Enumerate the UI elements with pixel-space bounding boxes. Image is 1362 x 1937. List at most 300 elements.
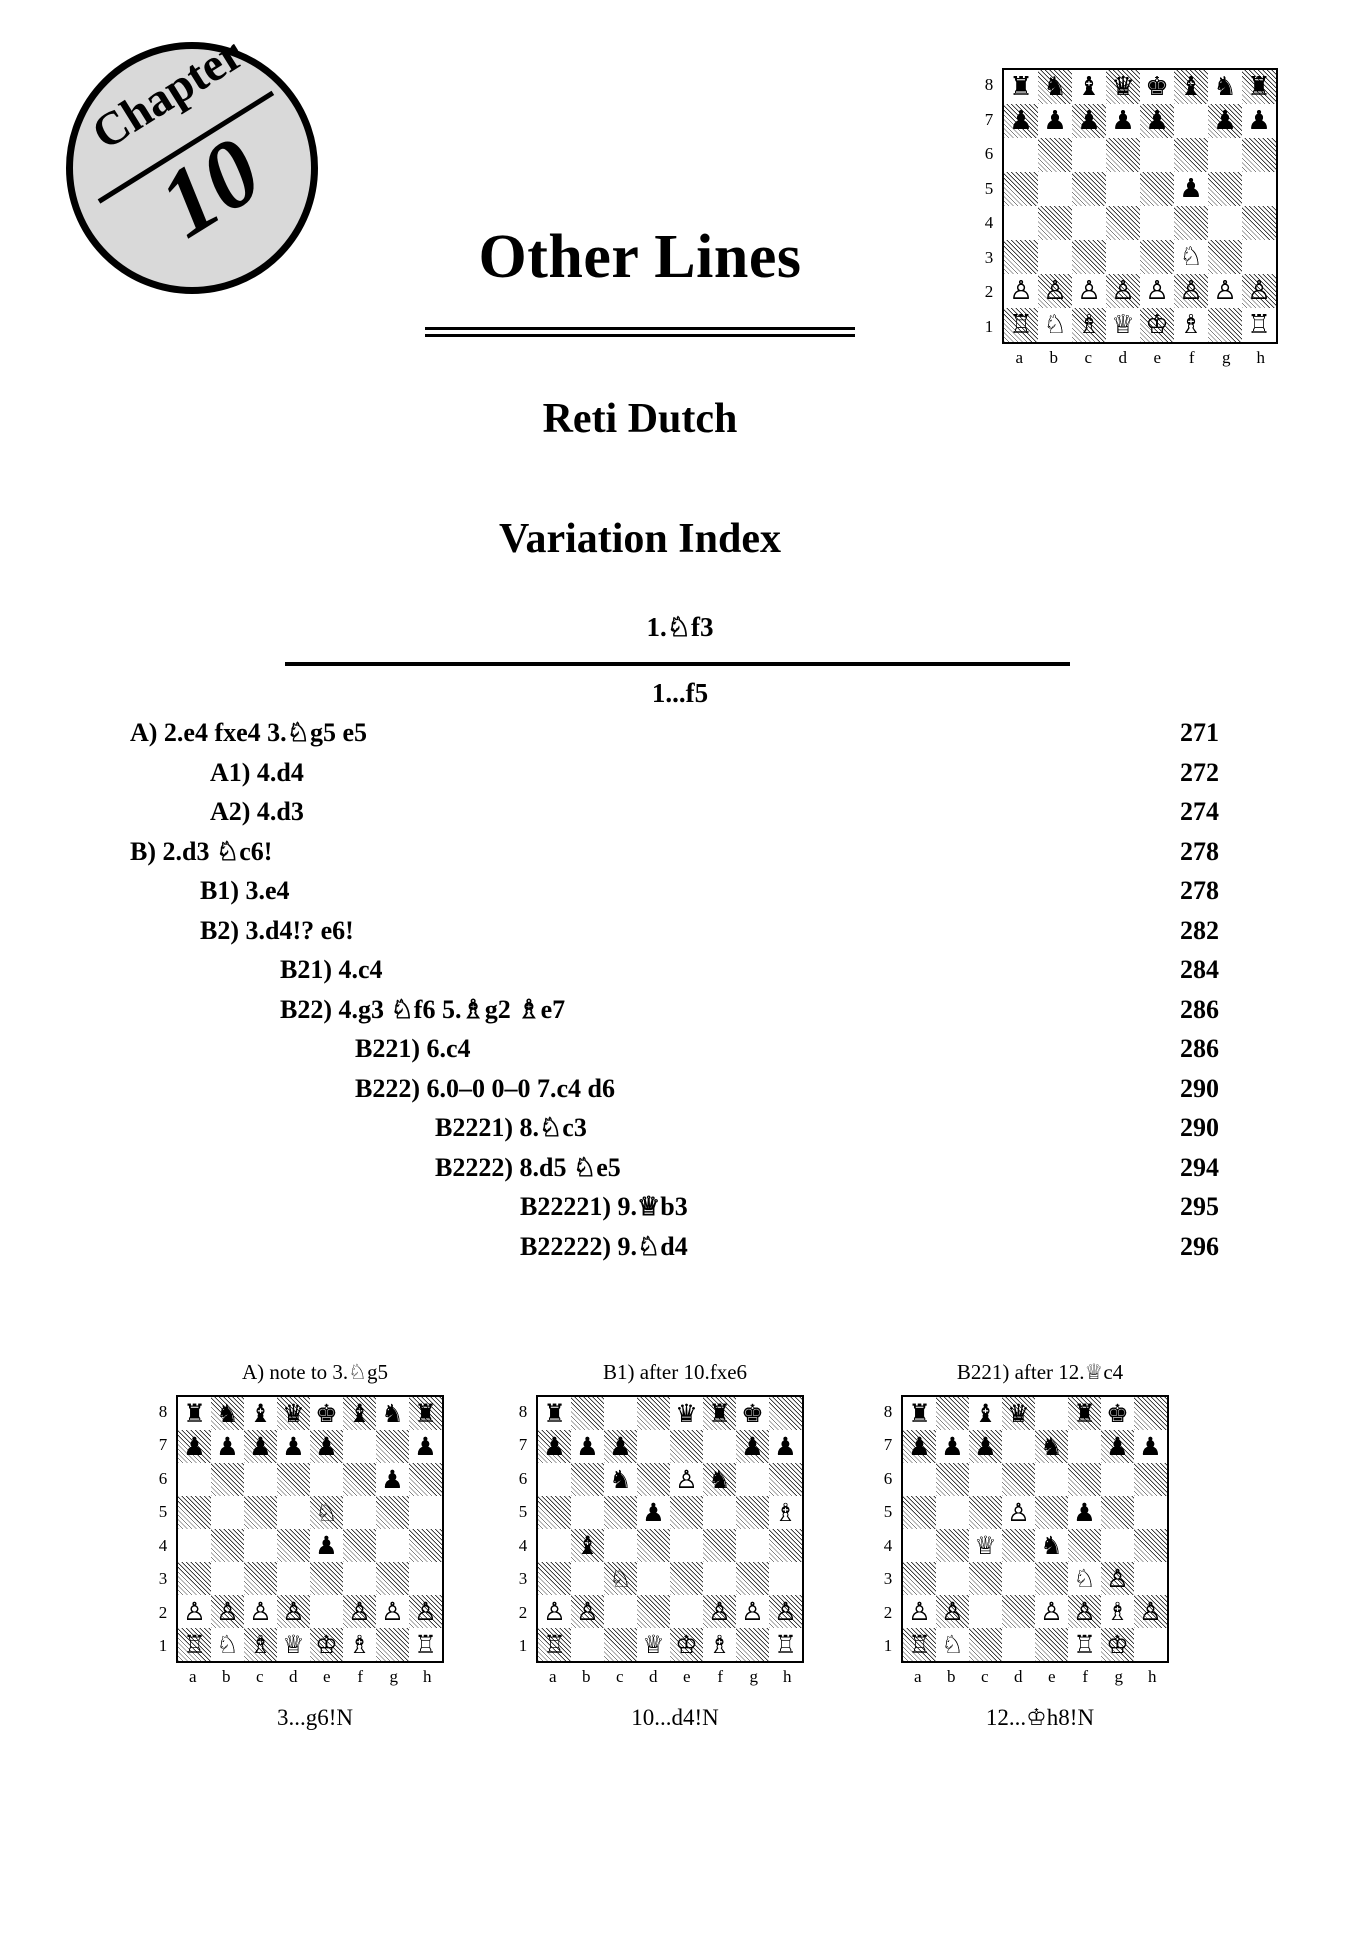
- rank-labels: [154, 1395, 172, 1663]
- board-square: [538, 1397, 571, 1430]
- board-square: [1242, 308, 1276, 342]
- chess-piece: ♟: [941, 1432, 964, 1461]
- index-row: [130, 837, 1235, 877]
- board-square: [936, 1430, 969, 1463]
- chess-piece: ♙: [1077, 276, 1101, 306]
- chess-piece: ♛: [1007, 1399, 1030, 1428]
- board-square: [571, 1595, 604, 1628]
- board-square: [1035, 1463, 1068, 1496]
- chess-piece: ♟: [974, 1432, 997, 1461]
- board-square: [1002, 1529, 1035, 1562]
- board-square: [178, 1595, 211, 1628]
- board-square: [604, 1463, 637, 1496]
- board-square: [538, 1628, 571, 1661]
- index-row-label: B222) 6.0–0 0–0 7.c4 d6: [355, 1073, 615, 1103]
- board-square: [1072, 240, 1106, 274]
- board-square: [736, 1397, 769, 1430]
- board-square: [670, 1430, 703, 1463]
- board-square: [670, 1463, 703, 1496]
- index-row: [130, 1232, 1235, 1272]
- rank-label: 8: [984, 75, 994, 95]
- chess-piece: ♟: [381, 1465, 404, 1494]
- diagram-caption-bottom: 10...d4!N: [631, 1705, 719, 1730]
- board-square: [1035, 1595, 1068, 1628]
- chess-piece: ♝: [348, 1399, 371, 1428]
- chess-piece: ♙: [1009, 276, 1033, 306]
- index-row-page: 296: [1180, 1231, 1219, 1261]
- board-square: [670, 1529, 703, 1562]
- variation-index-list: [130, 718, 1235, 1271]
- index-row: [130, 1153, 1235, 1193]
- file-label: h: [783, 1667, 792, 1686]
- chess-piece: ♙: [216, 1597, 239, 1626]
- file-labels: [536, 1663, 804, 1687]
- board-square: [310, 1562, 343, 1595]
- chess-piece: ♟: [1077, 106, 1101, 136]
- board-square: [1072, 206, 1106, 240]
- chess-piece: ♞: [216, 1399, 239, 1428]
- board-square: [703, 1562, 736, 1595]
- chess-piece: ♙: [708, 1597, 731, 1626]
- file-label: h: [1148, 1667, 1157, 1686]
- board-square: [604, 1397, 637, 1430]
- chess-piece: ♞: [1213, 72, 1237, 102]
- board-square: [178, 1397, 211, 1430]
- index-row: [130, 797, 1235, 837]
- chess-piece: ♞: [609, 1465, 632, 1494]
- chess-piece: ♘: [1043, 310, 1067, 340]
- chess-piece: ♟: [282, 1432, 305, 1461]
- board-square: [343, 1397, 376, 1430]
- board-square: [903, 1529, 936, 1562]
- chess-piece: ♜: [1073, 1399, 1096, 1428]
- rank-label: 7: [518, 1435, 528, 1455]
- board-square: [670, 1595, 703, 1628]
- rank-labels: [980, 68, 998, 344]
- chess-piece: ♙: [183, 1597, 206, 1626]
- board-square: [277, 1628, 310, 1661]
- board-square: [1002, 1397, 1035, 1430]
- file-labels: [901, 1663, 1169, 1687]
- file-label: g: [1114, 1667, 1123, 1686]
- file-label: g: [389, 1667, 398, 1686]
- board-square: [1002, 1463, 1035, 1496]
- chess-piece: ♙: [1106, 1564, 1129, 1593]
- chess-board: [536, 1395, 804, 1663]
- board-square: [1106, 274, 1140, 308]
- diagram-caption-top: B1) after 10.fxe6: [602, 1360, 748, 1384]
- board-square: [1072, 138, 1106, 172]
- board-square: [1134, 1595, 1167, 1628]
- board-square: [637, 1496, 670, 1529]
- board-square: [703, 1430, 736, 1463]
- chess-piece: ♜: [183, 1399, 206, 1428]
- board-square: [409, 1562, 442, 1595]
- board-square: [211, 1595, 244, 1628]
- index-row-label: B22) 4.g3 ♘f6 5.♗g2 ♗e7: [280, 994, 566, 1024]
- chess-piece: ♟: [1145, 106, 1169, 136]
- board-square: [343, 1595, 376, 1628]
- board-square: [244, 1562, 277, 1595]
- index-row-label: A) 2.e4 fxe4 3.♘g5 e5: [130, 718, 368, 747]
- chess-piece: ♟: [1043, 106, 1067, 136]
- chess-piece: ♜: [708, 1399, 731, 1428]
- chess-piece: ♝: [1179, 72, 1203, 102]
- board-square: [571, 1463, 604, 1496]
- file-label: d: [1118, 348, 1127, 367]
- board-square: [310, 1430, 343, 1463]
- file-label: g: [749, 1667, 758, 1686]
- chess-piece: ♙: [1111, 276, 1135, 306]
- board-square: [903, 1463, 936, 1496]
- board-square: [769, 1529, 802, 1562]
- rank-label: 2: [984, 282, 994, 302]
- chess-piece: ♟: [774, 1432, 797, 1461]
- board-square: [571, 1397, 604, 1430]
- board-square: [670, 1628, 703, 1661]
- board-square: [376, 1463, 409, 1496]
- board-square: [936, 1496, 969, 1529]
- chapter-number: 10: [140, 116, 279, 258]
- board-square: [1004, 138, 1038, 172]
- board-square: [571, 1529, 604, 1562]
- board-square: [936, 1529, 969, 1562]
- board-square: [1140, 70, 1174, 104]
- board-square: [538, 1529, 571, 1562]
- chess-piece: ♙: [941, 1597, 964, 1626]
- file-label: e: [682, 1667, 691, 1686]
- file-label: c: [980, 1667, 989, 1686]
- chess-piece: ♔: [1106, 1630, 1129, 1659]
- board-square: [178, 1529, 211, 1562]
- index-row: [130, 1034, 1235, 1074]
- board-square: [969, 1463, 1002, 1496]
- chess-piece: ♙: [1247, 276, 1271, 306]
- chess-piece: ♙: [282, 1597, 305, 1626]
- board-square: [277, 1496, 310, 1529]
- chess-piece: ♟: [642, 1498, 665, 1527]
- chess-piece: ♘: [1179, 242, 1203, 272]
- index-move-white: 1.♘f3: [646, 612, 714, 642]
- chess-piece: ♔: [315, 1630, 338, 1659]
- board-square: [1106, 70, 1140, 104]
- index-row-label: B22221) 9.♕b3: [520, 1192, 688, 1221]
- board-square: [178, 1463, 211, 1496]
- chess-piece: ♗: [1179, 310, 1203, 340]
- rank-label: 6: [984, 144, 994, 164]
- board-square: [736, 1529, 769, 1562]
- board-square: [244, 1496, 277, 1529]
- index-row-label: B22222) 9.♘d4: [520, 1231, 688, 1261]
- board-square: [903, 1496, 936, 1529]
- board-square: [244, 1397, 277, 1430]
- board-square: [277, 1562, 310, 1595]
- board-square: [376, 1562, 409, 1595]
- rank-label: 1: [158, 1636, 168, 1656]
- chess-piece: ♙: [1179, 276, 1203, 306]
- board-square: [1174, 172, 1208, 206]
- board-square: [1208, 172, 1242, 206]
- index-row-label: B) 2.d3 ♘c6!: [130, 836, 273, 866]
- file-label: a: [1015, 348, 1024, 367]
- board-square: [1004, 308, 1038, 342]
- chess-piece: ♟: [216, 1432, 239, 1461]
- board-square: [1134, 1463, 1167, 1496]
- chess-piece: ♟: [543, 1432, 566, 1461]
- board-square: [1174, 240, 1208, 274]
- chess-piece: ♞: [381, 1399, 404, 1428]
- file-labels: [1002, 344, 1278, 368]
- chess-piece: ♙: [1073, 1597, 1096, 1626]
- board-square: [1174, 138, 1208, 172]
- board-square: [769, 1628, 802, 1661]
- chess-board: [1002, 68, 1278, 344]
- rank-label: 4: [158, 1535, 168, 1555]
- file-label: d: [1014, 1667, 1023, 1686]
- board-square: [1101, 1430, 1134, 1463]
- chess-piece: ♚: [1145, 72, 1169, 102]
- board-square: [1101, 1397, 1134, 1430]
- chess-board: [176, 1395, 444, 1663]
- chess-piece: ♙: [1139, 1597, 1162, 1626]
- chess-piece: ♟: [1179, 174, 1203, 204]
- index-row-page: 278: [1180, 876, 1219, 905]
- board-square: [1134, 1628, 1167, 1661]
- chess-piece: ♛: [675, 1399, 698, 1428]
- board-square: [769, 1463, 802, 1496]
- board-square: [244, 1628, 277, 1661]
- index-row: [130, 718, 1235, 758]
- board-square: [1140, 104, 1174, 138]
- board-square: [604, 1628, 637, 1661]
- chess-piece: ♙: [543, 1597, 566, 1626]
- board-square: [969, 1628, 1002, 1661]
- chess-piece: ♙: [1145, 276, 1169, 306]
- board-square: [1106, 308, 1140, 342]
- board-square: [1208, 104, 1242, 138]
- index-row-page: 278: [1180, 836, 1219, 866]
- file-label: d: [649, 1667, 658, 1686]
- file-label: a: [548, 1667, 557, 1686]
- file-label: a: [188, 1667, 197, 1686]
- board-square: [604, 1529, 637, 1562]
- board-square: [310, 1463, 343, 1496]
- chess-piece: ♙: [675, 1465, 698, 1494]
- file-label: b: [582, 1667, 591, 1686]
- chess-piece: ♖: [908, 1630, 931, 1659]
- chess-piece: ♞: [708, 1465, 731, 1494]
- diagram-caption-top: A) note to 3.♘g5: [242, 1360, 388, 1384]
- index-row-label: B1) 3.e4: [200, 876, 290, 905]
- rank-label: 4: [984, 213, 994, 233]
- board-square: [211, 1529, 244, 1562]
- board-square: [1101, 1628, 1134, 1661]
- board-square: [1106, 138, 1140, 172]
- chess-piece: ♝: [576, 1531, 599, 1560]
- diagram-caption-bottom: 12...♔h8!N: [985, 1705, 1095, 1730]
- rank-label: 4: [518, 1535, 528, 1555]
- rank-label: 1: [984, 316, 994, 336]
- chess-piece: ♟: [315, 1432, 338, 1461]
- board-square: [1068, 1529, 1101, 1562]
- chess-piece: ♞: [1043, 72, 1067, 102]
- board-square: [1068, 1463, 1101, 1496]
- board-square: [703, 1595, 736, 1628]
- board-square: [1004, 274, 1038, 308]
- board-square: [637, 1595, 670, 1628]
- page-subtitle: Reti Dutch: [542, 396, 738, 442]
- board-square: [376, 1595, 409, 1628]
- chess-piece: ♝: [1077, 72, 1101, 102]
- board-square: [703, 1529, 736, 1562]
- rank-label: 3: [883, 1569, 893, 1589]
- board-square: [1208, 138, 1242, 172]
- board-square: [1004, 104, 1038, 138]
- board-square: [703, 1397, 736, 1430]
- rank-label: 6: [518, 1468, 528, 1488]
- index-row: [130, 955, 1235, 995]
- board-square: [1038, 172, 1072, 206]
- board-square: [1134, 1430, 1167, 1463]
- chess-piece: ♙: [249, 1597, 272, 1626]
- chess-piece: ♙: [908, 1597, 931, 1626]
- index-row-page: 286: [1180, 994, 1219, 1024]
- board-square: [1174, 308, 1208, 342]
- board-square: [211, 1496, 244, 1529]
- board-square: [1140, 308, 1174, 342]
- board-square: [1004, 206, 1038, 240]
- chess-piece: ♜: [543, 1399, 566, 1428]
- board-square: [1035, 1628, 1068, 1661]
- board-square: [211, 1430, 244, 1463]
- chess-piece: ♚: [315, 1399, 338, 1428]
- index-row-label: B21) 4.c4: [280, 955, 383, 984]
- board-square: [1101, 1529, 1134, 1562]
- board-square: [376, 1496, 409, 1529]
- board-square: [1134, 1397, 1167, 1430]
- variation-index-heading: Variation Index: [498, 516, 781, 562]
- board-square: [538, 1463, 571, 1496]
- chess-piece: ♗: [348, 1630, 371, 1659]
- chess-piece: ♟: [576, 1432, 599, 1461]
- board-square: [1002, 1430, 1035, 1463]
- file-label: b: [222, 1667, 231, 1686]
- board-square: [1072, 274, 1106, 308]
- board-square: [1106, 240, 1140, 274]
- rank-label: 2: [883, 1602, 893, 1622]
- board-square: [1208, 274, 1242, 308]
- board-square: [1101, 1463, 1134, 1496]
- index-row: [130, 876, 1235, 916]
- chess-piece: ♟: [249, 1432, 272, 1461]
- index-row-label: B221) 6.c4: [355, 1034, 471, 1063]
- index-divider: [285, 662, 1070, 666]
- board-square: [637, 1430, 670, 1463]
- chess-piece: ♖: [1073, 1630, 1096, 1659]
- board-square: [211, 1562, 244, 1595]
- board-square: [1035, 1430, 1068, 1463]
- board-square: [1038, 104, 1072, 138]
- rank-label: 3: [518, 1569, 528, 1589]
- board-square: [637, 1397, 670, 1430]
- index-row: [130, 1113, 1235, 1153]
- board-square: [538, 1595, 571, 1628]
- board-square: [244, 1430, 277, 1463]
- file-label: a: [913, 1667, 922, 1686]
- board-square: [1242, 138, 1276, 172]
- board-square: [670, 1562, 703, 1595]
- chess-piece: ♙: [1043, 276, 1067, 306]
- chess-piece: ♟: [414, 1432, 437, 1461]
- chess-piece: ♗: [1077, 310, 1101, 340]
- chess-piece: ♟: [183, 1432, 206, 1461]
- chess-piece: ♟: [1139, 1432, 1162, 1461]
- index-row-page: 272: [1180, 757, 1219, 787]
- board-square: [178, 1496, 211, 1529]
- board-square: [343, 1628, 376, 1661]
- board-square: [604, 1562, 637, 1595]
- board-square: [1101, 1595, 1134, 1628]
- chess-piece: ♟: [1073, 1498, 1096, 1527]
- board-square: [1002, 1628, 1035, 1661]
- board-square: [769, 1496, 802, 1529]
- board-square: [903, 1397, 936, 1430]
- chess-piece: ♞: [1040, 1432, 1063, 1461]
- board-square: [1101, 1562, 1134, 1595]
- diagram-b1: [510, 1360, 840, 1731]
- board-square: [769, 1595, 802, 1628]
- board-square: [310, 1628, 343, 1661]
- board-square: [1038, 138, 1072, 172]
- board-square: [736, 1595, 769, 1628]
- board-square: [277, 1463, 310, 1496]
- chess-piece: ♗: [1106, 1597, 1129, 1626]
- board-square: [343, 1463, 376, 1496]
- board-square: [1004, 172, 1038, 206]
- file-label: f: [357, 1667, 364, 1686]
- index-row-page: 295: [1180, 1192, 1219, 1221]
- diagram-a-note: [150, 1360, 480, 1731]
- rank-label: 1: [883, 1636, 893, 1656]
- chess-piece: ♘: [315, 1498, 338, 1527]
- chess-piece: ♟: [741, 1432, 764, 1461]
- board-square: [1068, 1562, 1101, 1595]
- board-square: [376, 1397, 409, 1430]
- chess-board: [901, 1395, 1169, 1663]
- board-square: [936, 1628, 969, 1661]
- chess-piece: ♟: [1111, 106, 1135, 136]
- rank-label: 7: [883, 1435, 893, 1455]
- board-square: [244, 1595, 277, 1628]
- rank-label: 5: [518, 1502, 528, 1522]
- board-square: [310, 1397, 343, 1430]
- file-label: f: [717, 1667, 724, 1686]
- chess-piece: ♗: [708, 1630, 731, 1659]
- chess-piece: ♜: [908, 1399, 931, 1428]
- rank-label: 6: [883, 1468, 893, 1488]
- chess-piece: ♔: [675, 1630, 698, 1659]
- board-square: [1038, 274, 1072, 308]
- board-square: [1242, 172, 1276, 206]
- board-square: [604, 1595, 637, 1628]
- board-square: [376, 1628, 409, 1661]
- chess-piece: ♙: [741, 1597, 764, 1626]
- board-square: [343, 1562, 376, 1595]
- index-row-page: 274: [1180, 797, 1219, 826]
- chess-piece: ♙: [1040, 1597, 1063, 1626]
- board-square: [637, 1628, 670, 1661]
- index-row-label: B2221) 8.♘c3: [435, 1113, 587, 1142]
